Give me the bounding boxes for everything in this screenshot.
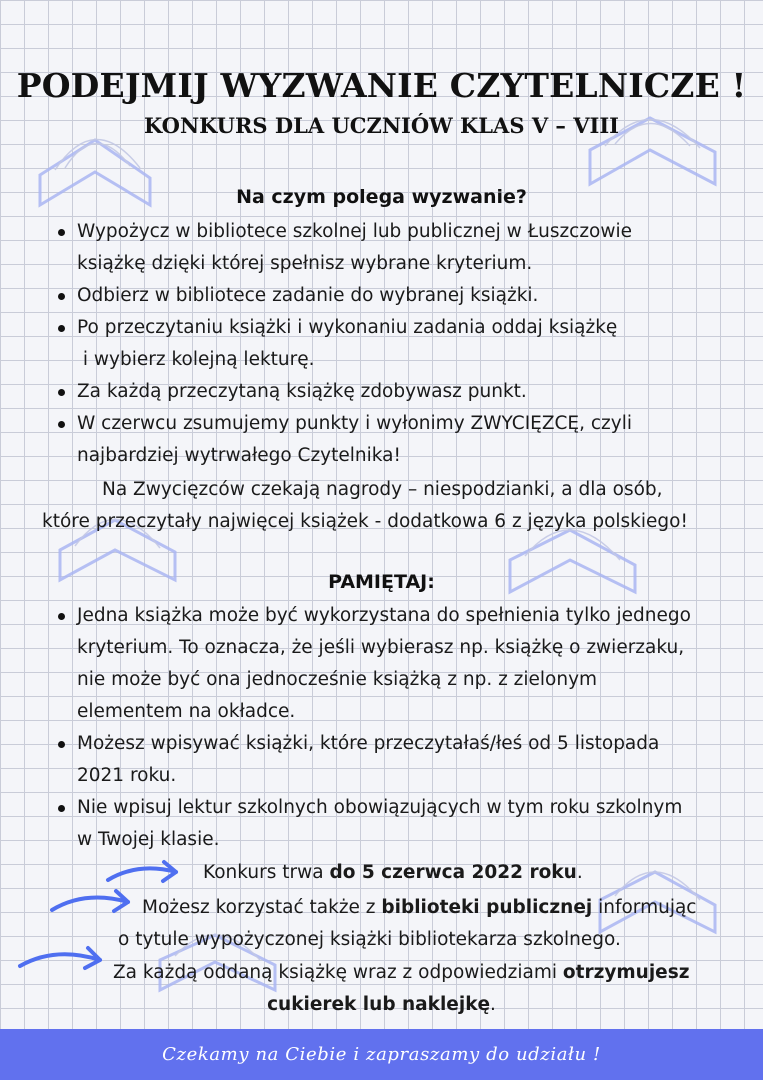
remember-list xyxy=(55,600,755,856)
list-item: Po przeczytaniu książki i wykonaniu zadania oddaj książkę i wybierz kolejną lekturę. xyxy=(55,312,755,376)
public-library-note: o tytule wypożyczonej książki bibliotekarza szkolnego. xyxy=(118,929,621,950)
remember-heading: PAMIĘTAJ: xyxy=(328,571,435,593)
list-item: Nie wpisuj lektur szkolnych obowiązujących w tym roku szkolnym w Twojej klasie. xyxy=(55,792,755,856)
page-subtitle: KONKURS DLA UCZNIÓW KLAS V – VIII xyxy=(143,113,620,138)
contest-deadline: Konkurs trwa do 5 czerwca 2022 roku. xyxy=(203,862,583,883)
challenge-list xyxy=(55,216,755,472)
footer-text: Czekamy na Ciebie i zapraszamy do udziału ! xyxy=(162,1044,601,1065)
list-item: Odbierz w bibliotece zadanie do wybranej książki. xyxy=(55,280,755,312)
page-title: PODEJMIJ WYZWANIE CZYTELNICZE ! xyxy=(16,66,747,105)
list-item: Jedna książka może być wykorzystana do spełnienia tylko jednego kryterium. To oznacza, że jeśli wybierasz np. książkę o zwierzaku, nie może być ona jednocześnie książką z np. z zielonym elementem na okładce. xyxy=(55,600,755,728)
arrow-right-icon xyxy=(52,898,128,911)
footer-banner xyxy=(0,1029,763,1080)
list-item: Wypożycz w bibliotece szkolnej lub publicznej w Łuszczowie książkę dzięki której spełnisz wybrane kryterium. xyxy=(55,216,755,280)
reward-note: cukierek lub naklejkę. xyxy=(267,994,496,1015)
prize-text: które przeczytały najwięcej książek - dodatkowa 6 z języka polskiego! xyxy=(42,511,688,532)
prize-text: Na Zwycięzców czekają nagrody – niespodzianki, a dla osób, xyxy=(102,479,663,500)
arrow-right-icon xyxy=(20,954,100,966)
arrow-right-icon xyxy=(108,868,176,880)
list-item: W czerwcu zsumujemy punkty i wyłonimy ZWYCIĘZCĘ, czyli najbardziej wytrwałego Czytelnika! xyxy=(55,408,755,472)
reward-note: Za każdą oddaną książkę wraz z odpowiedziami otrzymujesz xyxy=(113,962,690,983)
list-item: Za każdą przeczytaną książkę zdobywasz punkt. xyxy=(55,376,755,408)
challenge-heading: Na czym polega wyzwanie? xyxy=(236,186,527,208)
public-library-note: Możesz korzystać także z biblioteki publicznej informując xyxy=(142,897,697,918)
list-item: Możesz wpisywać książki, które przeczytałaś/łeś od 5 listopada 2021 roku. xyxy=(55,728,755,792)
